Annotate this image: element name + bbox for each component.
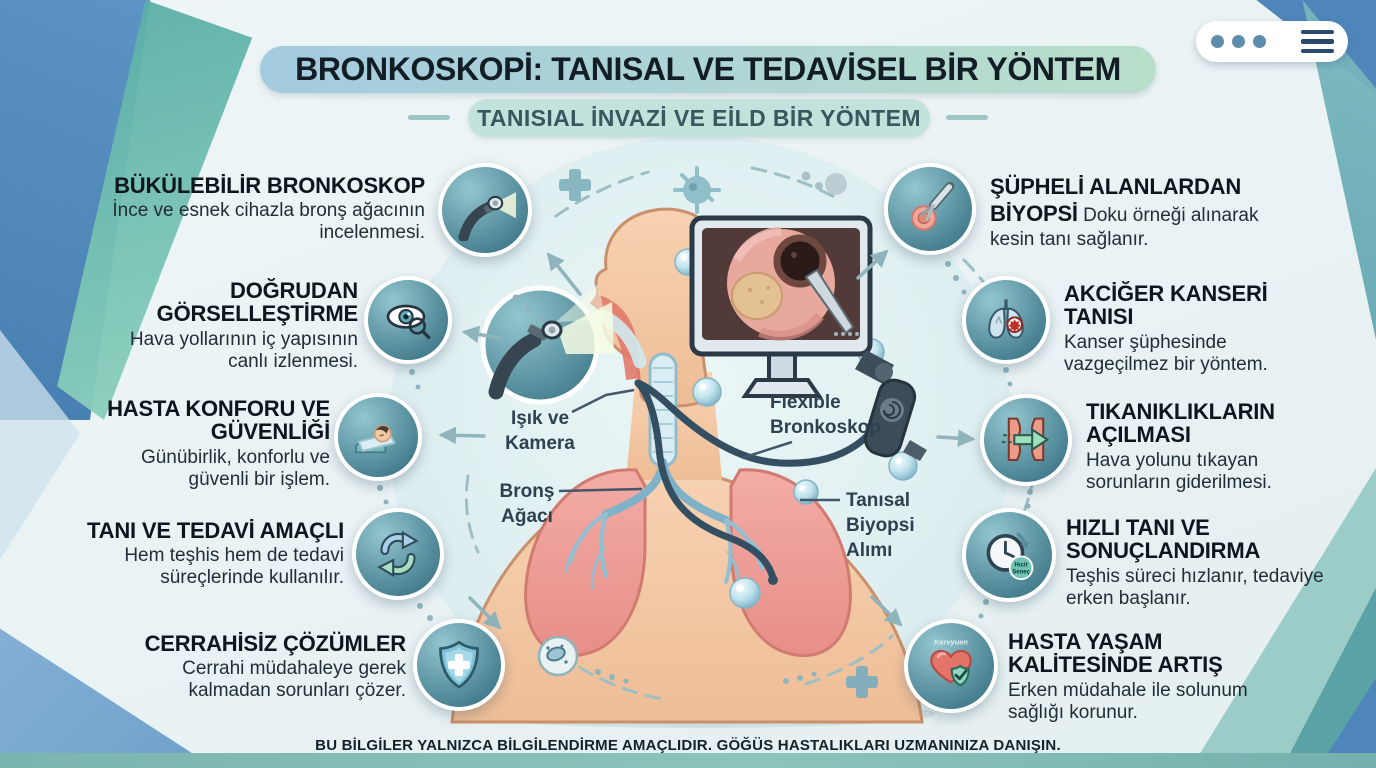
feature-title: HIZLI TANI VE SONUÇLANDIRMA xyxy=(1066,515,1261,564)
feature-desc: Teşhis süreci hızlanır, tedaviye erken başlanır. xyxy=(1066,565,1324,609)
feature-title: AKCİĞER KANSERİ TANISI xyxy=(1064,281,1268,330)
feature-title: DOĞRUDAN GÖRSELLEŞTİRME xyxy=(156,278,358,327)
dots-menu-icon[interactable] xyxy=(1211,35,1266,48)
feature-item xyxy=(118,632,406,702)
page-subtitle-banner xyxy=(468,99,930,137)
disclaimer-text: BU BİLGİLER YALNIZCA BİLGİLENDİRME AMAÇLIDIR. GÖĞÜS HASTALIKLARI UZMANINIZA DANIŞIN. xyxy=(315,737,1061,754)
feature-desc: Kanser şüphesinde vazgeçilmez bir yöntem. xyxy=(1064,331,1268,375)
clock-badge-text: Seneç xyxy=(1012,569,1030,576)
feature-item xyxy=(1064,282,1314,376)
feature-desc: Doku örneği alınarak kesin tanı sağlanır. xyxy=(990,204,1259,250)
feature-desc: Erken müdahale ile solunum sağlığı korunur. xyxy=(1008,679,1248,723)
feature-item xyxy=(80,397,330,491)
feature-title: HASTA YAŞAM KALİTESİNDE ARTIŞ xyxy=(1008,629,1223,678)
window-controls[interactable] xyxy=(1196,21,1348,62)
feature-title: TIKANIKLIKLARIN AÇILMASI xyxy=(1086,399,1275,448)
biopsy-forceps-icon xyxy=(884,163,976,255)
feature-item xyxy=(990,174,1282,251)
clock-icon xyxy=(962,508,1056,602)
feature-desc: Hava yollarının iç yapısının canlı izlenmesi. xyxy=(129,328,358,372)
tumor-mass xyxy=(732,273,782,319)
feature-item xyxy=(1086,400,1336,494)
lungs-tumor-icon xyxy=(962,276,1050,364)
feature-desc: İnce ve esnek cihazla bronş ağacının incelenmesi. xyxy=(112,200,425,244)
feature-title: BÜKÜLEBİLİR BRONKOSKOP xyxy=(114,173,425,198)
feature-desc: Günübirlik, konforlu ve güvenli bir işlem. xyxy=(140,446,330,490)
bacteria-icon xyxy=(539,637,577,675)
heart-shield-icon xyxy=(904,619,998,713)
subtitle-dash-left xyxy=(408,115,450,120)
feature-item xyxy=(1008,630,1298,724)
clock-badge-text: Hıcit xyxy=(1014,562,1028,569)
feature-title: CERRAHİSİZ ÇÖZÜMLER xyxy=(144,631,406,656)
label-light-camera: Işık ve Kamera xyxy=(505,408,575,454)
label-biopsy-sampling: Tanısal Biyopsi Alımı xyxy=(846,490,915,561)
page-subtitle: TANISIAL İNVAZİ VE EİLD BİR YÖNTEM xyxy=(477,104,921,131)
bronchoscope-tip-icon xyxy=(438,163,532,257)
eye-magnifier-icon xyxy=(364,276,452,364)
shield-cross-icon xyxy=(413,619,505,711)
feature-item xyxy=(95,174,425,244)
feature-title: TANI VE TEDAVİ AMAÇLI xyxy=(87,518,344,543)
airway-arrow-icon xyxy=(980,394,1072,486)
page-title: BRONKOSKOPİ: TANISAL VE TEDAVİSEL BİR YÖNTEM xyxy=(295,51,1121,87)
page-title-banner xyxy=(260,46,1156,93)
feature-title: HASTA KONFORU VE GÜVENLİĞİ xyxy=(107,396,330,445)
feature-item xyxy=(72,519,344,589)
label-flexible-bronchoscope: Flexible Bronkoskop xyxy=(770,392,881,438)
cycle-arrows-icon xyxy=(352,508,444,600)
feature-item xyxy=(98,279,358,373)
sleeping-patient-icon xyxy=(334,393,422,481)
heart-badge-text: Kervyuen xyxy=(934,637,968,647)
feature-desc: Hem teşhis hem de tedavi süreçlerinde kullanılır. xyxy=(124,545,344,589)
feature-item xyxy=(1066,516,1336,610)
subtitle-dash-right xyxy=(946,115,988,120)
feature-title: ŞÜPHELİ ALANLARDAN BİYOPSİ xyxy=(990,174,1242,226)
hamburger-menu-icon[interactable] xyxy=(1301,30,1334,54)
feature-desc: Hava yolunu tıkayan sorunların giderilmesi. xyxy=(1086,449,1272,493)
label-bronchial-tree: Bronş Ağacı xyxy=(499,481,555,527)
feature-desc: Cerrahi müdahaleye gerek kalmadan sorunları çözer. xyxy=(182,658,406,702)
